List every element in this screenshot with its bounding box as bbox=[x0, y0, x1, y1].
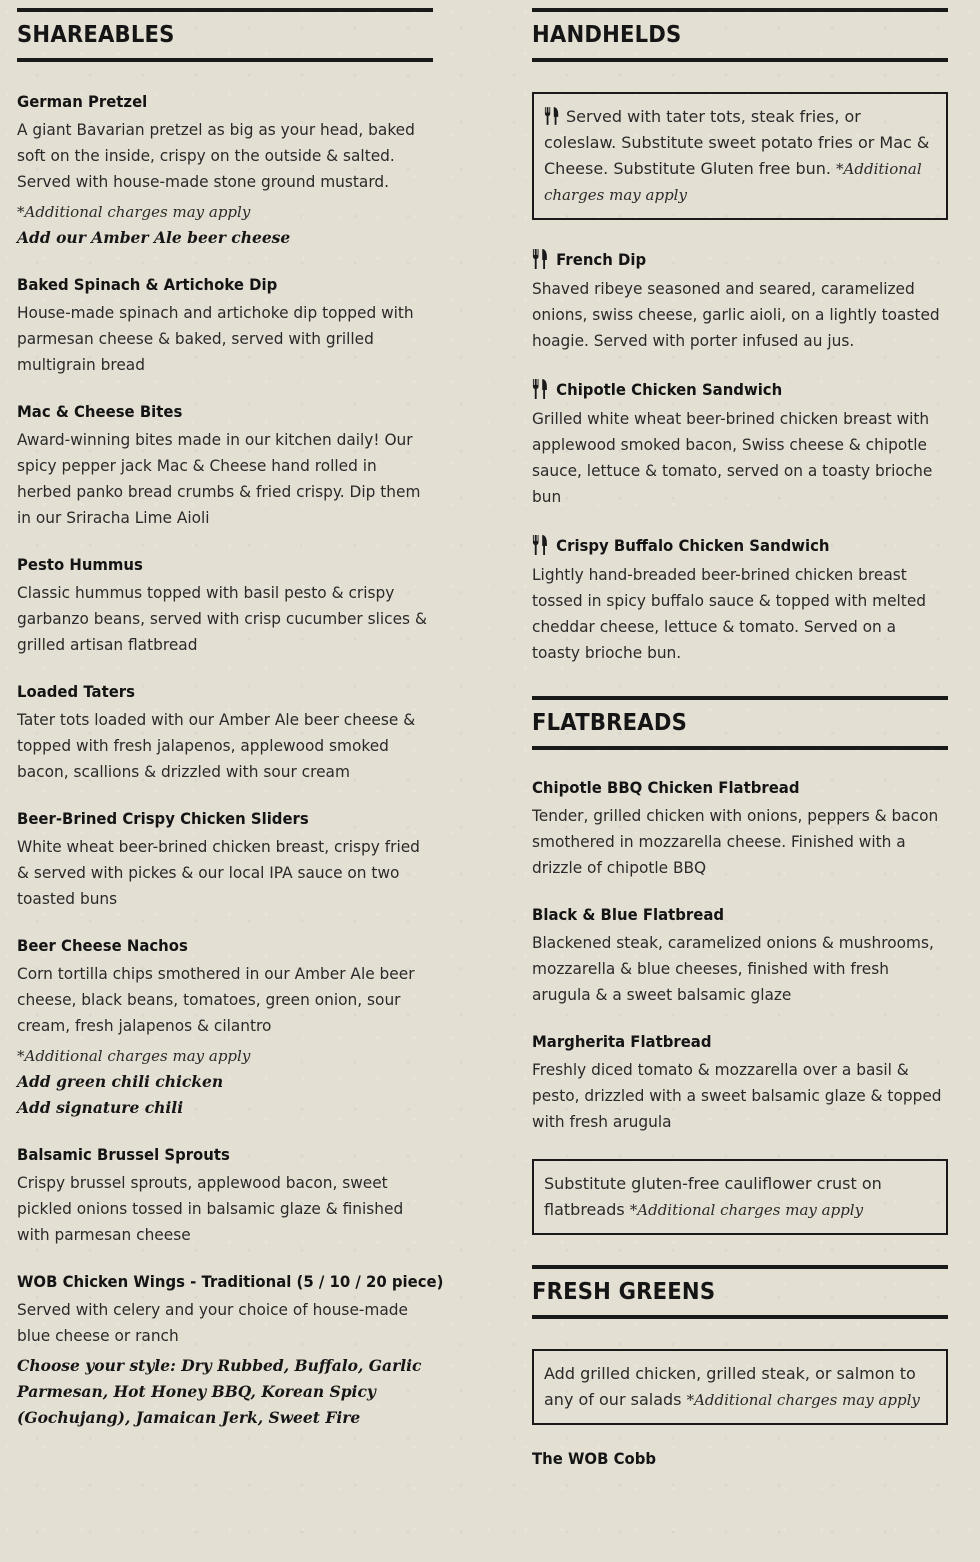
item-description: White wheat beer-brined chicken breast, crispy fried & served with pickes & our local IPA sauce on two toasted buns bbox=[17, 837, 420, 908]
item-name: French Dip bbox=[556, 249, 647, 269]
item-description: Tater tots loaded with our Amber Ale beer cheese & topped with fresh jalapenos, applewood smoked bacon, scallions & drizzled with sour cream bbox=[17, 710, 416, 781]
fork-knife-icon bbox=[532, 248, 549, 270]
item-description: Blackened steak, caramelized onions & mushrooms, mozzarella & blue cheeses, finished with fresh arugula & a sweet balsamic glaze bbox=[532, 933, 934, 1004]
section-title: FLATBREADS bbox=[532, 710, 688, 736]
item-name: German Pretzel bbox=[17, 92, 148, 111]
item-name: Mac & Cheese Bites bbox=[17, 402, 183, 421]
box-text: Served with tater tots, steak fries, or coleslaw. Substitute sweet potato fries or Mac & Cheese. Substitute Gluten free bun. bbox=[544, 107, 930, 178]
item-name: Margherita Flatbread bbox=[532, 1032, 712, 1051]
item-addon: Add our Amber Ale beer cheese bbox=[17, 228, 291, 247]
section-title: FRESH GREENS bbox=[532, 1279, 716, 1305]
box-note: *Additional charges may apply bbox=[629, 1201, 864, 1219]
section-header-shareables bbox=[17, 8, 433, 62]
item-name: Balsamic Brussel Sprouts bbox=[17, 1145, 230, 1164]
item-name: The WOB Cobb bbox=[532, 1449, 657, 1468]
section-title: SHAREABLES bbox=[17, 22, 175, 48]
item-name: Beer Cheese Nachos bbox=[17, 936, 188, 955]
section-header-flatbreads bbox=[532, 696, 948, 750]
item-addon: Choose your style: Dry Rubbed, Buffalo, Garlic Parmesan, Hot Honey BBQ, Korean Spicy (Gochujang), Jamaican Jerk, Sweet Fire bbox=[17, 1356, 422, 1427]
item-name: Chipotle BBQ Chicken Flatbread bbox=[532, 778, 800, 797]
menu-item-chicken-wings bbox=[17, 1272, 444, 1431]
handhelds-info-box bbox=[532, 92, 948, 220]
item-note: *Additional charges may apply bbox=[17, 203, 251, 221]
item-description: Tender, grilled chicken with onions, peppers & bacon smothered in mozzarella cheese. Finished with a drizzle of chipotle BBQ bbox=[532, 806, 939, 877]
item-description: A giant Bavarian pretzel as big as your head, baked soft on the inside, crispy on the outside & salted. Served with house-made stone ground mustard. bbox=[17, 120, 415, 191]
item-description: Freshly diced tomato & mozzarella over a basil & pesto, drizzled with a sweet balsamic glaze & topped with fresh arugula bbox=[532, 1060, 942, 1131]
item-description: Shaved ribeye seasoned and seared, caramelized onions, swiss cheese, garlic aioli, on a lightly toasted hoagie. Served with porter infused au jus. bbox=[532, 279, 940, 350]
item-name: Beer-Brined Crispy Chicken Sliders bbox=[17, 809, 309, 828]
item-note: *Additional charges may apply bbox=[17, 1047, 251, 1065]
menu-item-crispy-buffalo-sandwich bbox=[532, 534, 948, 666]
menu-item-chipotle-bbq-flatbread bbox=[532, 778, 948, 881]
menu-item-wob-cobb bbox=[532, 1449, 948, 1468]
fork-knife-icon bbox=[544, 106, 560, 126]
flatbreads-info-box bbox=[532, 1159, 948, 1235]
section-header-fresh-greens bbox=[532, 1265, 948, 1319]
menu-item-brussel-sprouts bbox=[17, 1145, 433, 1248]
item-description: Award-winning bites made in our kitchen daily! Our spicy pepper jack Mac & Cheese hand rolled in herbed panko bread crumbs & fried crispy. Dip them in our Sriracha Lime Aioli bbox=[17, 430, 421, 527]
item-name: Pesto Hummus bbox=[17, 555, 143, 574]
box-note: *Additional charges may apply bbox=[686, 1391, 920, 1409]
item-description: Grilled white wheat beer-brined chicken breast with applewood smoked bacon, Swiss cheese & chipotle sauce, lettuce & tomato, served on a toasty brioche bun bbox=[532, 409, 933, 506]
box-text: Substitute gluten-free cauliflower crust on flatbreads bbox=[544, 1174, 882, 1219]
item-description: Served with celery and your choice of house-made blue cheese or ranch bbox=[17, 1300, 409, 1345]
fork-knife-icon bbox=[532, 534, 549, 556]
item-name: WOB Chicken Wings - Traditional (5 / 10 / 20 piece) bbox=[17, 1272, 444, 1291]
box-text: Add grilled chicken, grilled steak, or salmon to any of our salads bbox=[544, 1364, 916, 1409]
menu-item-german-pretzel bbox=[17, 92, 433, 251]
fork-knife-icon bbox=[532, 378, 549, 400]
item-name: Crispy Buffalo Chicken Sandwich bbox=[556, 535, 830, 555]
item-name: Black & Blue Flatbread bbox=[532, 905, 725, 924]
menu-item-margherita-flatbread bbox=[532, 1032, 948, 1135]
menu-item-loaded-taters bbox=[17, 682, 433, 785]
menu-item-pesto-hummus bbox=[17, 555, 433, 658]
menu-item-chipotle-chicken-sandwich bbox=[532, 378, 948, 510]
menu-item-chicken-sliders bbox=[17, 809, 433, 912]
item-description: Corn tortilla chips smothered in our Amber Ale beer cheese, black beans, tomatoes, green onion, sour cream, fresh jalapenos & cilantro bbox=[17, 964, 415, 1035]
item-addon: Add signature chili bbox=[17, 1098, 184, 1117]
menu-item-mac-cheese-bites bbox=[17, 402, 433, 531]
menu-item-beer-cheese-nachos bbox=[17, 936, 433, 1121]
item-name: Baked Spinach & Artichoke Dip bbox=[17, 275, 278, 294]
right-column bbox=[532, 0, 948, 1492]
section-header-handhelds bbox=[532, 8, 948, 62]
menu-item-french-dip bbox=[532, 248, 948, 354]
section-title: HANDHELDS bbox=[532, 22, 682, 48]
item-description: Classic hummus topped with basil pesto & crispy garbanzo beans, served with crisp cucumber slices & grilled artisan flatbread bbox=[17, 583, 427, 654]
menu-item-spinach-dip bbox=[17, 275, 433, 378]
item-description: Lightly hand-breaded beer-brined chicken breast tossed in spicy buffalo sauce & topped with melted cheddar cheese, lettuce & tomato. Served on a toasty brioche bun. bbox=[532, 565, 927, 662]
box-note: *Additional charges may apply bbox=[544, 160, 922, 204]
fresh-greens-info-box bbox=[532, 1349, 948, 1425]
item-description: Crispy brussel sprouts, applewood bacon, sweet pickled onions tossed in balsamic glaze & finished with parmesan cheese bbox=[17, 1173, 404, 1244]
left-column bbox=[17, 0, 444, 1455]
item-description: House-made spinach and artichoke dip topped with parmesan cheese & baked, served with grilled multigrain bread bbox=[17, 303, 414, 374]
item-addon: Add green chili chicken bbox=[17, 1072, 224, 1091]
item-name: Loaded Taters bbox=[17, 682, 135, 701]
item-name: Chipotle Chicken Sandwich bbox=[556, 379, 783, 399]
menu-item-black-blue-flatbread bbox=[532, 905, 948, 1008]
